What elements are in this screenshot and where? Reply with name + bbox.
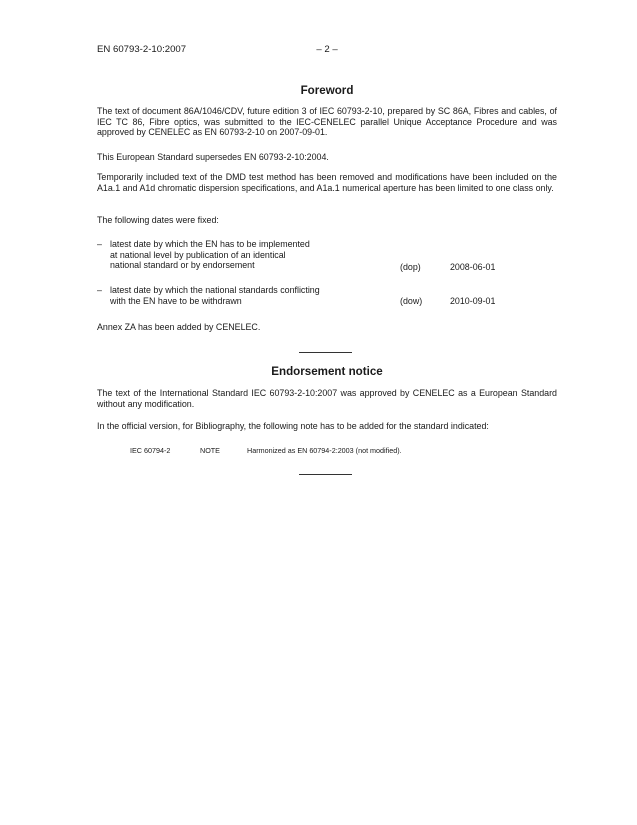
endorsement-heading: Endorsement notice	[271, 365, 383, 378]
dates-item-1-dash: –	[97, 239, 102, 249]
endorsement-paragraph-1: The text of the International Standard IEC 60793-2-10:2007 was approved by CENELEC as a European Standard without any modification.	[97, 388, 557, 409]
dates-item-2-date: 2010-09-01	[450, 296, 496, 306]
header-page-number: – 2 –	[316, 44, 338, 55]
dates-item-1-text	[110, 239, 380, 271]
dates-item-1-abbr: (dop)	[400, 262, 421, 272]
dates-item-1-line-1: latest date by which the EN has to be implemented	[110, 239, 310, 249]
dates-item-1-line-3: national standard or by endorsement	[110, 260, 255, 271]
dates-item-1-date: 2008-06-01	[450, 262, 496, 272]
dates-item-1-line-2: at national level by publication of an identical	[110, 249, 286, 260]
separator-line-1	[299, 352, 352, 353]
dates-item-2-dash: –	[97, 285, 102, 295]
dates-item-2-line-2: with the EN have to be withdrawn	[110, 295, 242, 306]
foreword-paragraph-4: The following dates were fixed:	[97, 215, 219, 225]
foreword-heading: Foreword	[300, 84, 354, 97]
foreword-paragraph-2: This European Standard supersedes EN 60793-2-10:2004.	[97, 152, 329, 162]
note-standard: IEC 60794-2	[130, 446, 171, 455]
note-label: NOTE	[200, 446, 220, 455]
foreword-paragraph-3: Temporarily included text of the DMD test method has been removed and modifications have been included on the A1a.1 and A1d chromatic dispersion specifications, and A1a.1 numerical aperture has been limited to one class only.	[97, 172, 557, 193]
dates-item-2-text	[110, 285, 380, 306]
separator-line-2	[299, 474, 352, 475]
header-doc-id: EN 60793-2-10:2007	[97, 44, 187, 55]
annex-statement: Annex ZA has been added by CENELEC.	[97, 322, 261, 332]
foreword-paragraph-1: The text of document 86A/1046/CDV, future edition 3 of IEC 60793-2-10, prepared by SC 86A, Fibres and cables, of IEC TC 86, Fibre optics, was submitted to the IEC-CENELEC parallel Unique Acceptance Procedure and was approved by CENELEC as EN 60793-2-10 on 2007-09-01.	[97, 106, 557, 138]
dates-item-2-abbr: (dow)	[400, 296, 423, 306]
note-text: Harmonized as EN 60794-2:2003 (not modified).	[247, 446, 402, 455]
dates-item-2-line-1: latest date by which the national standards conflicting	[110, 285, 320, 295]
endorsement-paragraph-2: In the official version, for Bibliography, the following note has to be added for the standard indicated:	[97, 421, 489, 431]
